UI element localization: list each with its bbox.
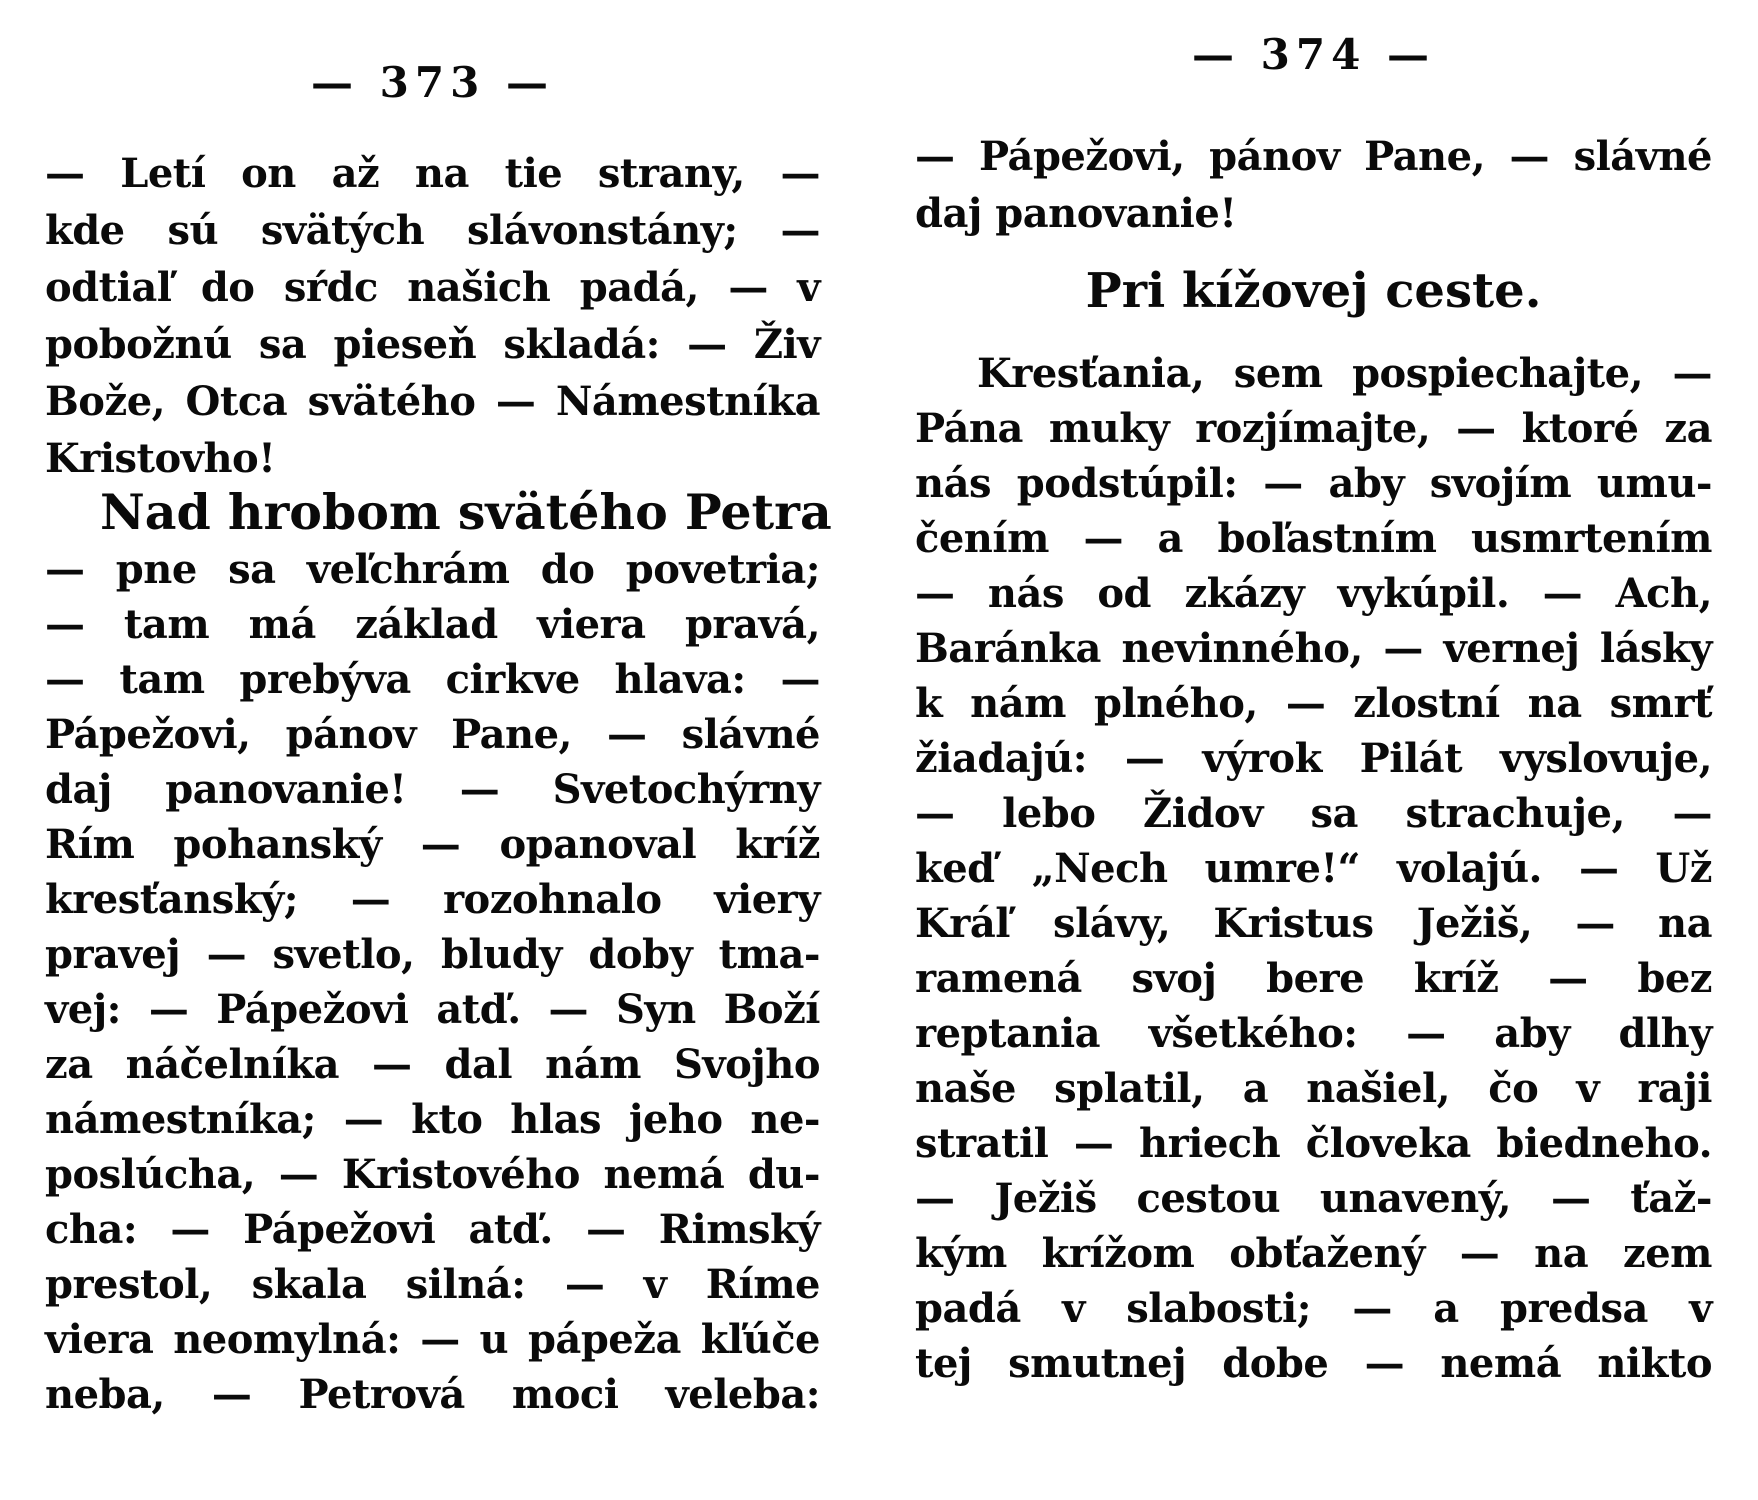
text-line: stratil — hriech človeka biedneho. [915,1120,1712,1167]
song-title-heading: Pri kížovej ceste. [1085,263,1542,319]
text-line: nás podstúpil: — aby svojím umu- [915,460,1712,507]
text-line: kým krížom obťažený — na zem [915,1230,1712,1277]
page-374 [915,0,1712,1500]
text-line: daj panovanie! — Svetochýrny [45,766,820,813]
text-line: k nám plného, — zlostní na smrť [915,680,1712,727]
text-line: tej smutnej dobe — nemá nikto [915,1340,1712,1387]
text-line: cha: — Pápežovi atď. — Rimský [45,1206,820,1253]
text-line: — Ježiš cestou unavený, — ťaž- [915,1175,1712,1222]
text-line: — tam má základ viera pravá, [45,601,820,648]
text-line: žiadajú: — výrok Pilát vyslovuje, [915,735,1712,782]
verse-paragraph [915,128,1712,242]
verse-paragraph [45,542,820,1422]
text-line: pobožnú sa pieseň skladá: — Živ [45,321,820,368]
text-line: Baránka nevinného, — vernej lásky [915,625,1712,672]
text-line: neba, — Petrová moci veleba: [45,1371,820,1418]
text-line: viera neomylná: — u pápeža kľúče [45,1316,820,1363]
text-line: prestol, skala silná: — v Ríme [45,1261,820,1308]
text-line: naše splatil, a našiel, čo v raji [915,1065,1712,1112]
text-line: poslúcha, — Kristového nemá du- [45,1151,820,1198]
text-line: Bože, Otca svätého — Námestníka [45,378,820,425]
text-line: — pne sa veľchrám do povetria; [45,546,820,593]
page-number: — 373 — [311,58,554,107]
text-line: kresťanský; — rozohnalo viery [45,876,820,923]
text-line: — tam prebýva cirkve hlava: — [45,656,820,703]
text-line: za náčelníka — dal nám Svojho [45,1041,820,1088]
page-373 [45,0,832,1500]
text-line: kde sú svätých slávonstány; — [45,207,820,254]
text-line: daj panovanie! [915,190,1237,237]
text-line: Kristovho! [45,435,276,482]
text-line: pravej — svetlo, bludy doby tma- [45,931,820,978]
text-line: reptania všetkého: — aby dlhy [915,1010,1712,1057]
text-line: odtiaľ do sŕdc našich padá, — v [45,264,820,311]
text-line: — Pápežovi, pánov Pane, — slávné [915,133,1712,180]
text-line: keď „Nech umre!“ volajú. — Už [915,845,1712,892]
text-line: Pána muky rozjímajte, — ktoré za [915,405,1712,452]
text-line: Pápežovi, pánov Pane, — slávné [45,711,820,758]
text-line: padá v slabosti; — a predsa v [915,1285,1712,1332]
text-line: námestníka; — kto hlas jeho ne- [45,1096,820,1143]
text-line: ramená svoj bere kríž — bez [915,955,1712,1002]
text-line: Rím pohanský — opanoval kríž [45,821,820,868]
text-line: — Letí on až na tie strany, — [45,150,820,197]
text-line: čením — a boľastním usmrtením [915,515,1712,562]
verse-paragraph [915,346,1712,1391]
text-line: Kráľ slávy, Kristus Ježiš, — na [915,900,1712,947]
page-number: — 374 — [1192,30,1435,79]
text-line: — nás od zkázy vykúpil. — Ach, [915,570,1712,617]
text-line: Kresťania, sem pospiechajte, — [977,350,1712,397]
song-title-heading: Nad hrobom svätého Petra [100,483,832,541]
verse-paragraph [45,145,820,487]
text-line: — lebo Židov sa strachuje, — [915,790,1712,837]
text-line: vej: — Pápežovi atď. — Syn Boží [45,986,820,1033]
